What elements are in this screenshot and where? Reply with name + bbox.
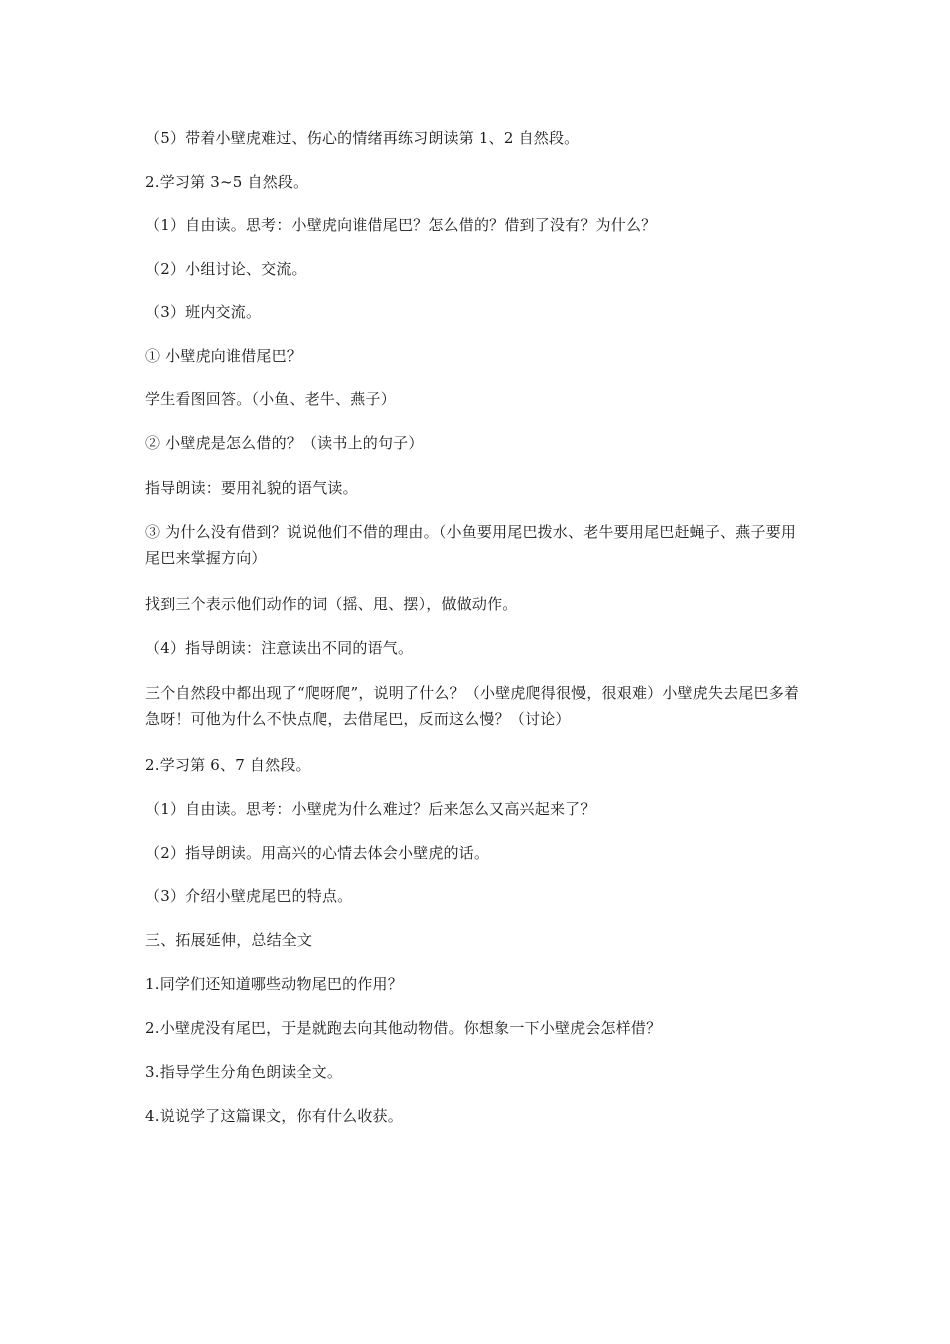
- paragraph-5: （3）班内交流。: [145, 303, 262, 321]
- paragraph-14: 2.学习第 6、7 自然段。: [145, 756, 311, 774]
- paragraph-11: 找到三个表示他们动作的词（摇、甩、摆），做做动作。: [145, 595, 518, 613]
- paragraph-3: （1）自由读。思考：小壁虎向谁借尾巴？怎么借的？借到了没有？为什么？: [145, 216, 657, 234]
- paragraph-20: 2.小壁虎没有尾巴，于是就跑去向其他动物借。你想象一下小壁虎会怎样借？: [145, 1019, 662, 1037]
- paragraph-13: 三个自然段中都出现了“爬呀爬”，说明了什么？（小壁虎爬得很慢，很艰难）小壁虎失去尾巴多着急呀！可他为什么不快点爬，去借尾巴，反而这么慢？（讨论）: [145, 684, 800, 728]
- paragraph-16: （2）指导朗读。用高兴的心情去体会小壁虎的话。: [145, 844, 490, 862]
- paragraph-6: ① 小壁虎向谁借尾巴？: [145, 347, 302, 365]
- paragraph-22: 4.说说学了这篇课文，你有什么收获。: [145, 1107, 403, 1125]
- paragraph-12: （4）指导朗读：注意读出不同的语气。: [145, 639, 414, 657]
- paragraph-4: （2）小组讨论、交流。: [145, 260, 307, 278]
- paragraph-15: （1）自由读。思考：小壁虎为什么难过？后来怎么又高兴起来了？: [145, 800, 596, 818]
- section-heading: 三、拓展延伸，总结全文: [145, 931, 313, 949]
- paragraph-2: 2.学习第 3~5 自然段。: [145, 173, 309, 191]
- paragraph-10: ③ 为什么没有借到？说说他们不借的理由。（小鱼要用尾巴拨水、老牛要用尾巴赶蝇子、燕子要用尾巴来掌握方向）: [145, 523, 797, 567]
- paragraph-21: 3.指导学生分角色朗读全文。: [145, 1063, 343, 1081]
- paragraph-8: ② 小壁虎是怎么借的？（读书上的句子）: [145, 434, 424, 452]
- paragraph-17: （3）介绍小壁虎尾巴的特点。: [145, 887, 353, 905]
- paragraph-7: 学生看图回答。（小鱼、老牛、燕子）: [145, 390, 396, 408]
- paragraph-9: 指导朗读：要用礼貌的语气读。: [145, 479, 358, 497]
- paragraph-19: 1.同学们还知道哪些动物尾巴的作用？: [145, 975, 403, 993]
- paragraph-1: （5）带着小壁虎难过、伤心的情绪再练习朗读第 1、2 自然段。: [145, 129, 580, 147]
